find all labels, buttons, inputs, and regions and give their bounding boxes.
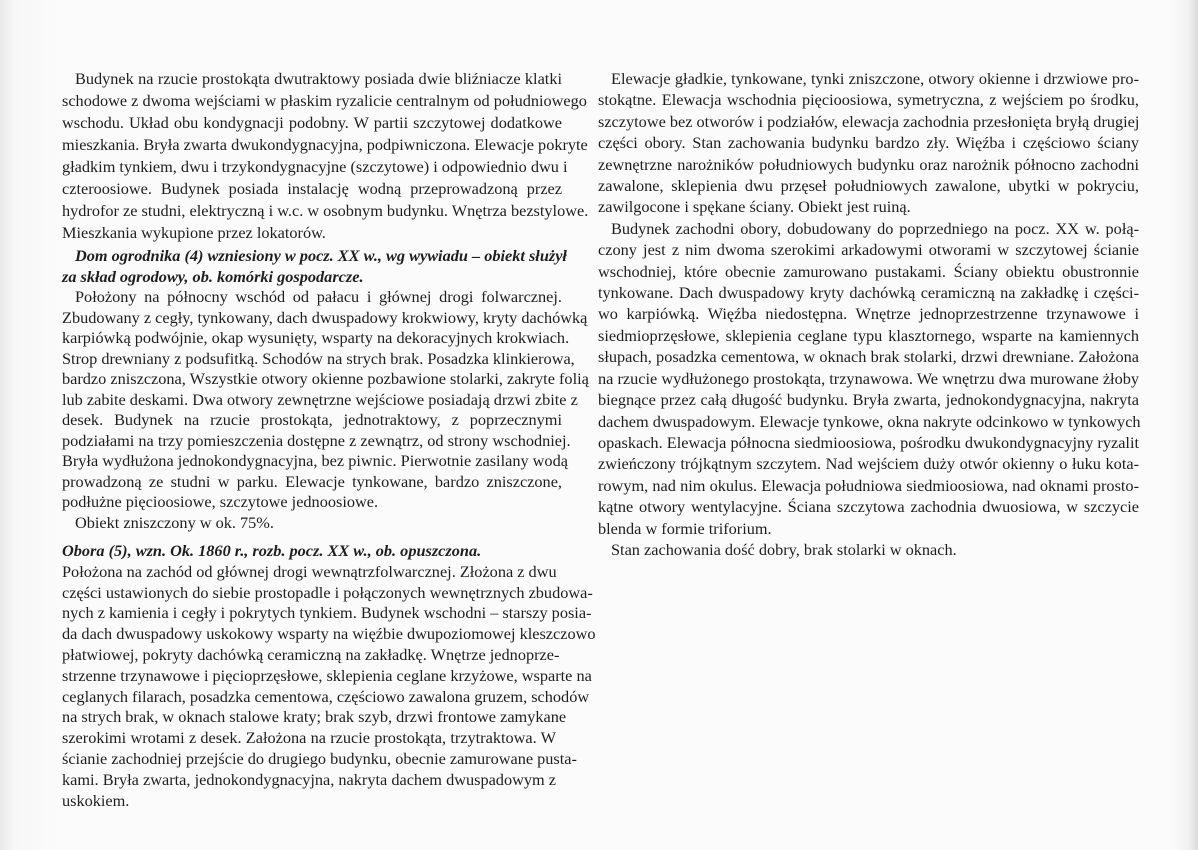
text-line: na rzucie wydłużonego prostokąta, trzynawowa. We wnętrzu dwa murowane żłoby bbox=[598, 368, 1139, 388]
text-line: prowadzoną ze studni w parku. Elewacje tynkowane, bardzo zniszczone, bbox=[62, 471, 562, 491]
text-line: stokątne. Elewacja wschodnia pięcioosiowa, symetryczna, z wejściem po środku, bbox=[598, 90, 1139, 110]
paragraph bbox=[62, 513, 562, 534]
text-line: Budynek na rzucie prostokąta dwutraktowy posiada dwie bliźniacze klatki bbox=[75, 69, 562, 88]
text-line: hydrofor ze studni, elektryczną i w.c. w osobnym budynku. Wnętrza bezstylowe. bbox=[62, 201, 589, 220]
text-line: podłużne pięcioosiowe, szczytowe jednoosiowe. bbox=[62, 492, 379, 511]
text-line: Obora (5), wzn. Ok. 1860 r., rozb. pocz. XX w., ob. opuszczona. bbox=[62, 541, 482, 560]
text-line: mieszkania. Bryła zwarta dwukondygnacyjna, podpiwniczona. Elewacje pokryte bbox=[62, 135, 588, 154]
section-heading bbox=[62, 246, 567, 287]
text-line: kątne otwory wentylacyjne. Ściana szczytowa zachodnia dwuosiowa, w szczycie bbox=[598, 497, 1139, 517]
text-line: Bryła wydłużona jednokondygnacyjna, bez piwnic. Pierwotnie zasilany wodą bbox=[62, 451, 568, 470]
text-line: ścianie zachodniej przejście do drugiego budynku, obecnie zamurowane pusta- bbox=[62, 748, 577, 768]
paragraph bbox=[598, 218, 1139, 539]
text-line: zawalone, sklepienia dwu przęseł południowych zawalone, ubytki w pokryciu, bbox=[598, 176, 1139, 196]
text-line: Położona na zachód od głównej drogi wewnątrzfolwarcznej. Złożona z dwu bbox=[62, 561, 557, 581]
text-line: da dach dwuspadowy uskokowy wsparty na więźbie dwupoziomowej kleszczowo bbox=[62, 624, 596, 644]
text-line: czony jest z nim dwoma szerokimi arkadowymi otworami w szczytowej ścianie bbox=[598, 240, 1139, 260]
text-line: karpiówką podwójnie, okap wysunięty, wsparty na dekoracyjnych krokwiach. bbox=[62, 328, 570, 347]
text-line: siedmioprzęsłowe, sklepienia ceglane typu klasztornego, wsparte na kamiennych bbox=[598, 325, 1139, 345]
text-line: szerokimi wrotami z desek. Założona na rzucie prostokąta, trzytraktowa. W bbox=[62, 728, 556, 748]
text-line: części ustawionych do siebie prostopadle i połączonych wewnętrznych zbudowa- bbox=[62, 582, 593, 602]
text-line: opaskach. Elewacja północna siedmioosiowa, pośrodku dwukondygnacyjny ryzalit bbox=[598, 432, 1139, 452]
section-dom-ogrodnika bbox=[62, 246, 589, 533]
text-line: desek. Budynek na rzucie prostokąta, jednotraktowy, z poprzecznymi bbox=[62, 410, 562, 429]
text-line: rowym, nad nim okulus. Elewacja południowa siedmioosiowa, nad oknami prosto- bbox=[598, 475, 1139, 495]
section-heading bbox=[62, 541, 556, 562]
text-line: słupach, posadzka cementowa, w oknach brak stolarki, drzwi drewniane. Założona bbox=[598, 347, 1139, 367]
paragraph bbox=[598, 539, 1139, 560]
text-line: zwieńczony trójkątnym szczytem. Nad wejściem duży otwór okienny o łuku kota- bbox=[598, 454, 1139, 474]
section-budynek bbox=[62, 68, 589, 244]
text-line: Obiekt zniszczony w ok. 75%. bbox=[75, 512, 274, 532]
text-line: schodowe z dwoma wejściami w płaskim ryzalicie centralnym od południowego bbox=[62, 91, 587, 110]
section-obora bbox=[62, 541, 596, 811]
right-column bbox=[598, 0, 1139, 850]
text-line: Mieszkania wykupione przez lokatorów. bbox=[62, 223, 326, 242]
text-line: Stan zachowania dość dobry, brak stolarki w oknach. bbox=[611, 539, 957, 559]
text-line: dachem dwuspadowym. Elewacje tynkowe, okna nakryte odcinkowo w tynkowych bbox=[598, 411, 1141, 431]
text-line: lub zabite deskami. Dwa otwory zewnętrzne wejściowe posiadają drzwi zbite z bbox=[62, 389, 578, 409]
paragraph bbox=[62, 287, 589, 513]
text-line: czteroosiowe. Budynek posiada instalację wodną przeprowadzoną przez bbox=[62, 179, 562, 198]
section-obora-continued bbox=[598, 68, 1139, 560]
text-line: wo karpiówką. Więźba niedostępna. Wnętrze jednoprzestrzenne trzynawowe i bbox=[598, 304, 1139, 324]
text-line: szczytowe bez otworów i podziałów, elewacja zachodnia przesłonięta bryłą drugiej bbox=[598, 111, 1140, 131]
text-line: nych z kamienia i cegły i pokrytych tynkiem. Budynek wschodni – starszy posia- bbox=[62, 603, 592, 623]
text-line: wschodu. Układ obu kondygnacji podobny. W partii szczytowej dodatkowe bbox=[62, 113, 562, 132]
text-line: ceglanych filarach, posadzka cementowa, częściowo zawalona gruzem, schodów bbox=[62, 686, 590, 706]
text-line: Zbudowany z cegły, tynkowany, dach dwuspadowy krokwiowy, kryty dachówką bbox=[62, 307, 588, 327]
text-line: blenda w formie triforium. bbox=[598, 518, 772, 538]
paragraph bbox=[62, 561, 596, 812]
text-line: strzenne trzynawowe i pięcioprzęsłowe, sklepienia ceglane krzyżowe, wsparte na bbox=[62, 665, 592, 685]
left-column bbox=[62, 0, 596, 850]
text-line: zewnętrzne narożników południowych budynku oraz narożnik północno zachodni bbox=[598, 154, 1139, 174]
text-line: Strop drewniany z podsufitką. Schodów na strych brak. Posadzka klinkierowa, bbox=[62, 348, 575, 368]
text-line: biegnące przez całą długość budynku. Bryła zwarta, jednokondygnacyjna, nakryta bbox=[598, 390, 1139, 410]
text-line: Dom ogrodnika (4) wzniesiony w pocz. XX w., wg wywiadu – obiekt służył bbox=[75, 246, 567, 265]
paragraph bbox=[62, 68, 589, 244]
text-line: bardzo zniszczona, Wszystkie otwory okienne pozbawione stolarki, zakryte folią bbox=[62, 369, 589, 388]
text-line: płatwiowej, pokryty dachówką ceramiczną na zakładkę. Wnętrze jednoprze- bbox=[62, 644, 560, 664]
text-line: Położony na północny wschód od pałacu i głównej drogi folwarcznej. bbox=[75, 287, 562, 306]
paragraph bbox=[598, 68, 1139, 218]
text-line: Budynek zachodni obory, dobudowany do poprzedniego na pocz. XX w. połą- bbox=[611, 218, 1139, 238]
text-line: gładkim tynkiem, dwu i trzykondygnacyjne (szczytowe) i odpowiednio dwu i bbox=[62, 157, 568, 176]
text-line: uskokiem. bbox=[62, 790, 130, 810]
text-line: podziałami na trzy pomieszczenia dostępne z zewnątrz, od strony wschodniej. bbox=[62, 430, 571, 450]
text-line: na strych brak, w oknach stalowe kraty; brak szyb, drzwi frontowe zamykane bbox=[62, 707, 567, 727]
text-line: kami. Bryła zwarta, jednokondygnacyjna, nakryta dachem dwuspadowym z bbox=[62, 769, 556, 789]
text-line: zawilgocone i spękane ściany. Obiekt jest ruiną. bbox=[598, 197, 911, 217]
text-line: tynkowane. Dach dwuspadowy kryty dachówką ceramiczną na zakładkę i części- bbox=[598, 283, 1139, 303]
text-line: za skład ogrodowy, ob. komórki gospodarcze. bbox=[62, 266, 364, 286]
text-line: części obory. Stan zachowania budynku bardzo zły. Więźba i częściowo ściany bbox=[598, 133, 1139, 153]
text-line: Elewacje gładkie, tynkowane, tynki zniszczone, otwory okienne i drzwiowe pro- bbox=[611, 69, 1139, 88]
text-line: wschodniej, które obecnie zamurowano pustakami. Ściany obiektu obustronnie bbox=[598, 261, 1139, 281]
